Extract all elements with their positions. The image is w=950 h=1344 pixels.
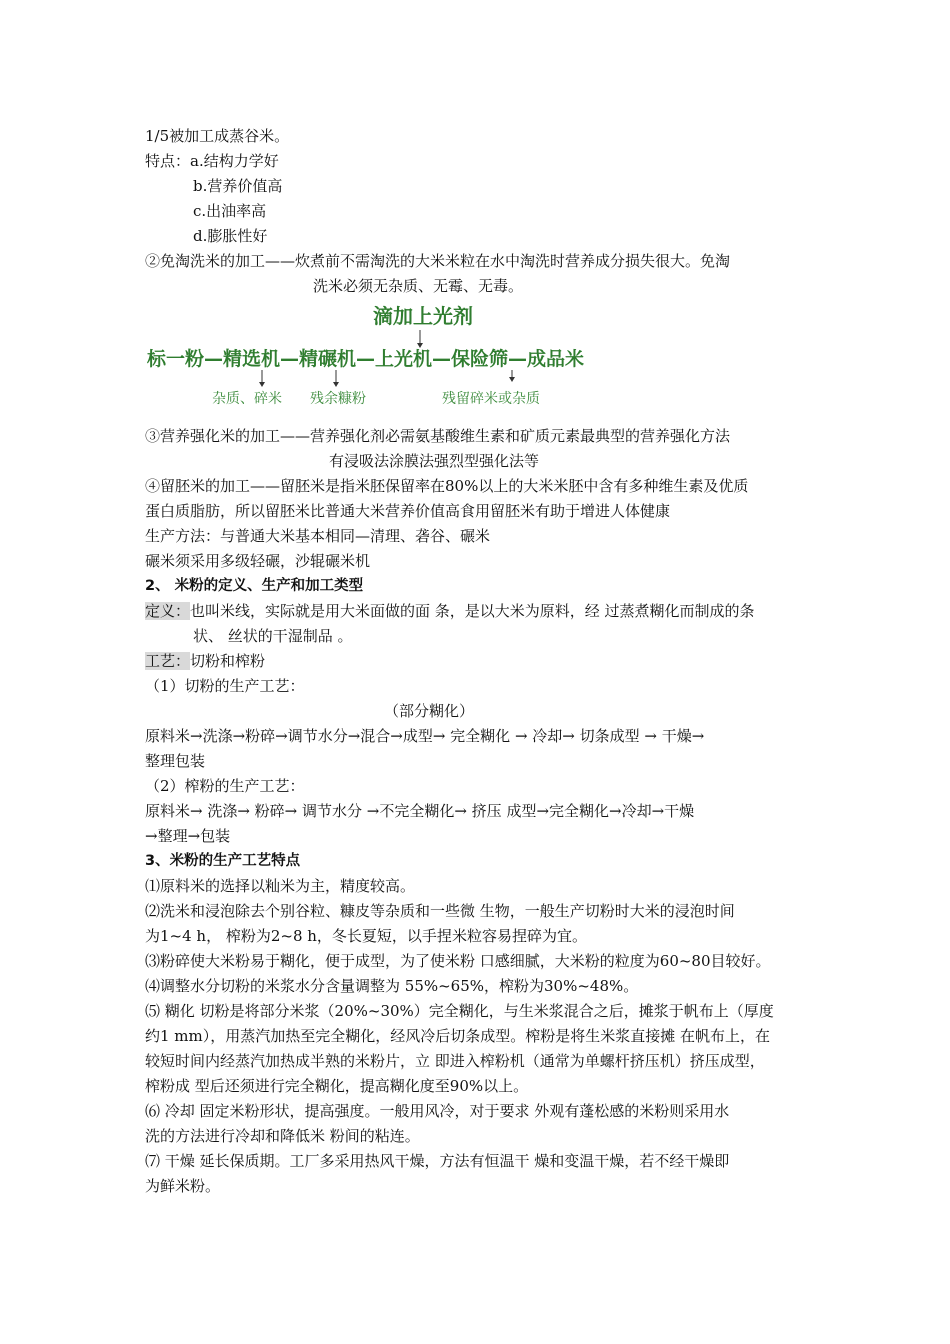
text-line: ⑷调整水分切粉的米浆水分含量调整为 55%~65%，榨粉为30%~48%。 bbox=[145, 977, 639, 995]
diagram-top-label: 滴加上光剂 bbox=[373, 304, 473, 328]
section-heading: 2、 米粉的定义、生产和加工类型 bbox=[145, 578, 364, 594]
text-line: （2）榨粉的生产工艺： bbox=[145, 777, 305, 795]
text-line: 1/5被加工成蒸谷米。 bbox=[145, 127, 290, 145]
text-line: 原料米→ 洗涤→ 粉碎→ 调节水分 →不完全糊化→ 挤压 成型→完全糊化→冷却→干燥 bbox=[145, 802, 695, 820]
text-line: ②免淘洗米的加工——炊煮前不需淘洗的大米米粒在水中淘洗时营养成分损失很大。免淘 bbox=[145, 252, 731, 270]
text-line: ③营养强化米的加工——营养强化剂必需氨基酸维生素和矿质元素最典型的营养强化方法 bbox=[145, 427, 731, 445]
diagram-sub-label: 残余糠粉 bbox=[310, 391, 366, 407]
text-line: ④留胚米的加工——留胚米是指米胚保留率在80%以上的大米米胚中含有多种维生素及优质 bbox=[145, 477, 749, 495]
text-line: 状、 丝状的干湿制品 。 bbox=[193, 627, 353, 645]
text-line: ⑸ 糊化 切粉是将部分米浆（20%~30%）完全糊化，与生米浆混合之后，摊浆于帆布上（厚度 bbox=[145, 1002, 774, 1020]
arrowhead bbox=[259, 382, 265, 387]
text-line bbox=[145, 599, 755, 623]
text-line: （部分糊化） bbox=[384, 702, 475, 720]
text-line: 为1~4 h， 榨粉为2~8 h，冬长夏短，以手捏米粒容易捏碎为宜。 bbox=[145, 927, 587, 945]
arrowhead bbox=[417, 343, 423, 348]
text-line: ⑺ 干燥 延长保质期。工厂多采用热风干燥，方法有恒温干 燥和变温干燥，若不经干燥即 bbox=[145, 1152, 730, 1170]
processing-flow-diagram bbox=[0, 0, 950, 420]
text-line: ⑹ 冷却 固定米粉形状，提高强度。一般用风冷，对于要求 外观有蓬松感的米粉则采用水 bbox=[145, 1102, 730, 1120]
highlighted-label: 工艺： bbox=[145, 652, 191, 670]
text-line: （1）切粉的生产工艺： bbox=[145, 677, 305, 695]
text-line: ⑵洗米和浸泡除去个别谷粒、糠皮等杂质和一些微 生物，一般生产切粉时大米的浸泡时间 bbox=[145, 902, 735, 920]
text-line: 为鲜米粉。 bbox=[145, 1177, 221, 1195]
text-line bbox=[145, 649, 265, 673]
text-line: 约1 mm），用蒸汽加热至完全糊化，经风冷后切条成型。榨粉是将生米浆直接摊 在帆布上，在 bbox=[145, 1027, 771, 1045]
text-line: 有浸吸法涂膜法强烈型强化法等 bbox=[329, 452, 540, 470]
text-line: 碾米须采用多级轻碾，沙辊碾米机 bbox=[145, 552, 371, 570]
text-line: 整理包装 bbox=[145, 752, 206, 770]
arrowhead bbox=[333, 382, 339, 387]
text-line: 榨粉成 型后还须进行完全糊化，提高糊化度至90%以上。 bbox=[145, 1077, 529, 1095]
arrowhead bbox=[509, 377, 515, 382]
text-line: 洗的方法进行冷却和降低米 粉间的粘连。 bbox=[145, 1127, 420, 1145]
text-line: 生产方法：与普通大米基本相同—清理、砻谷、碾米 bbox=[145, 527, 491, 545]
diagram-sub-label: 杂质、碎米 bbox=[212, 391, 282, 407]
text-line: d.膨胀性好 bbox=[193, 227, 268, 245]
text-line: 特点：a.结构力学好 bbox=[145, 152, 279, 170]
diagram-sub-label: 残留碎米或杂质 bbox=[442, 391, 540, 407]
section-heading: 3、米粉的生产工艺特点 bbox=[145, 853, 301, 869]
text-line: 蛋白质脂肪，所以留胚米比普通大米营养价值高食用留胚米有助于增进人体健康 bbox=[145, 502, 671, 520]
text-span: 切粉和榨粉 bbox=[190, 652, 266, 670]
text-line: ⑶粉碎使大米粉易于糊化，便于成型，为了使米粉 口感细腻，大米粉的粒度为60~80目较好。 bbox=[145, 952, 771, 970]
text-line: 洗米必须无杂质、无霉、无毒。 bbox=[313, 277, 524, 295]
text-line: b.营养价值高 bbox=[193, 177, 283, 195]
highlighted-label: 定义： bbox=[145, 602, 191, 620]
text-line: ⑴原料米的选择以籼米为主，精度较高。 bbox=[145, 877, 416, 895]
diagram-main-flow: 标一粉—精选机—精碾机—上光机—保险筛—成品米 bbox=[147, 348, 585, 370]
text-line: c.出油率高 bbox=[193, 202, 267, 220]
text-span: 也叫米线，实际就是用大米面做的面 条，是以大米为原料，经 过蒸煮糊化而制成的条 bbox=[190, 602, 755, 620]
text-line: →整理→包装 bbox=[145, 827, 231, 845]
text-line: 较短时间内经蒸汽加热成半熟的米粉片，立 即进入榨粉机（通常为单螺杆挤压机）挤压成型， bbox=[145, 1052, 765, 1070]
text-line: 原料米→洗涤→粉碎→调节水分→混合→成型→ 完全糊化 → 冷却→ 切条成型 → 干燥→ bbox=[145, 727, 705, 745]
